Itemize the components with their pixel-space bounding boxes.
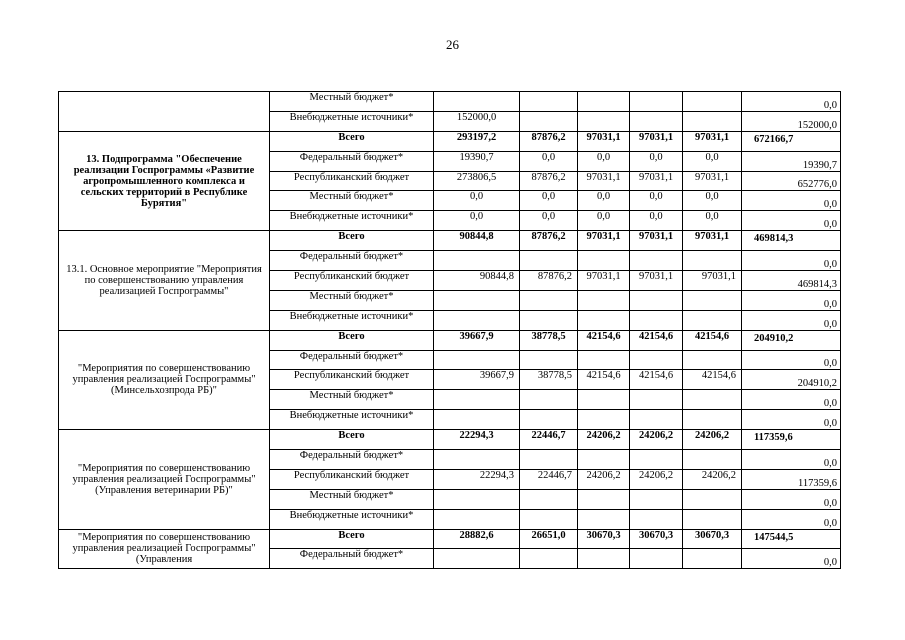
value-cell-year-2: [520, 310, 578, 330]
table-row: [59, 330, 841, 350]
funding-source-cell: Внебюджетные источники*: [270, 111, 434, 131]
value-cell-year-4: 30670,3: [630, 529, 683, 549]
funding-source-cell: Республиканский бюджет: [270, 370, 434, 390]
value-cell-year-3: 30670,3: [578, 529, 630, 549]
value-cell-year-2: [520, 509, 578, 529]
value-cell-year-2: [520, 450, 578, 470]
funding-source-cell: Местный бюджет*: [270, 390, 434, 410]
value-cell-year-1: [434, 310, 520, 330]
value-cell-year-1: 22294,3: [434, 469, 520, 489]
value-cell-year-2: [520, 251, 578, 271]
value-cell-year-4: 24206,2: [630, 430, 683, 450]
value-cell-year-2: [520, 549, 578, 569]
value-cell-year-1: [434, 450, 520, 470]
total-cell: 0,0: [742, 390, 841, 410]
value-cell-year-2: 0,0: [520, 191, 578, 211]
value-cell-year-3: 97031,1: [578, 171, 630, 191]
value-cell-year-4: 97031,1: [630, 171, 683, 191]
value-cell-year-5: [683, 549, 742, 569]
value-cell-year-3: [578, 111, 630, 131]
value-cell-year-5: [683, 92, 742, 112]
funding-source-cell: Республиканский бюджет: [270, 271, 434, 291]
value-cell-year-4: [630, 251, 683, 271]
value-cell-year-4: 24206,2: [630, 469, 683, 489]
value-cell-year-4: [630, 450, 683, 470]
total-cell: 0,0: [742, 450, 841, 470]
value-cell-year-3: 0,0: [578, 191, 630, 211]
value-cell-year-3: [578, 489, 630, 509]
total-cell: 147544,5: [742, 529, 841, 549]
value-cell-year-4: [630, 410, 683, 430]
value-cell-year-1: 273806,5: [434, 171, 520, 191]
value-cell-year-4: 42154,6: [630, 370, 683, 390]
value-cell-year-3: 97031,1: [578, 271, 630, 291]
value-cell-year-5: 97031,1: [683, 231, 742, 251]
funding-source-cell: Местный бюджет*: [270, 92, 434, 112]
value-cell-year-5: 97031,1: [683, 171, 742, 191]
value-cell-year-3: 0,0: [578, 211, 630, 231]
value-cell-year-2: [520, 410, 578, 430]
funding-source-cell: Внебюджетные источники*: [270, 310, 434, 330]
funding-source-cell: Всего: [270, 131, 434, 151]
value-cell-year-2: [520, 290, 578, 310]
value-cell-year-3: 97031,1: [578, 231, 630, 251]
value-cell-year-2: 38778,5: [520, 330, 578, 350]
value-cell-year-5: [683, 350, 742, 370]
funding-source-cell: Федеральный бюджет*: [270, 549, 434, 569]
value-cell-year-1: 28882,6: [434, 529, 520, 549]
value-cell-year-2: 38778,5: [520, 370, 578, 390]
value-cell-year-2: [520, 390, 578, 410]
value-cell-year-2: [520, 350, 578, 370]
total-cell: 469814,3: [742, 231, 841, 251]
value-cell-year-4: 0,0: [630, 211, 683, 231]
value-cell-year-4: [630, 290, 683, 310]
funding-source-cell: Республиканский бюджет: [270, 171, 434, 191]
total-cell: 204910,2: [742, 370, 841, 390]
value-cell-year-5: 0,0: [683, 191, 742, 211]
total-cell: 672166,7: [742, 131, 841, 151]
program-name-cell: 13.1. Основное мероприятие "Мероприятия по совершенствованию управления реализацией Госпрограммы": [59, 231, 270, 330]
funding-source-cell: Федеральный бюджет*: [270, 251, 434, 271]
value-cell-year-5: [683, 450, 742, 470]
value-cell-year-2: [520, 92, 578, 112]
value-cell-year-5: [683, 111, 742, 131]
value-cell-year-1: 0,0: [434, 211, 520, 231]
value-cell-year-1: [434, 92, 520, 112]
value-cell-year-1: [434, 489, 520, 509]
value-cell-year-1: 0,0: [434, 191, 520, 211]
value-cell-year-1: [434, 390, 520, 410]
value-cell-year-1: [434, 549, 520, 569]
funding-source-cell: Федеральный бюджет*: [270, 350, 434, 370]
value-cell-year-5: 0,0: [683, 211, 742, 231]
value-cell-year-5: [683, 310, 742, 330]
funding-source-cell: Всего: [270, 529, 434, 549]
value-cell-year-3: [578, 310, 630, 330]
value-cell-year-5: 24206,2: [683, 469, 742, 489]
value-cell-year-4: [630, 549, 683, 569]
value-cell-year-1: [434, 410, 520, 430]
value-cell-year-5: [683, 509, 742, 529]
total-cell: 0,0: [742, 251, 841, 271]
value-cell-year-2: 0,0: [520, 211, 578, 231]
value-cell-year-3: [578, 549, 630, 569]
value-cell-year-5: [683, 410, 742, 430]
value-cell-year-1: 19390,7: [434, 151, 520, 171]
value-cell-year-2: 87876,2: [520, 231, 578, 251]
value-cell-year-5: 42154,6: [683, 330, 742, 350]
value-cell-year-3: [578, 509, 630, 529]
total-cell: 652776,0: [742, 171, 841, 191]
value-cell-year-2: 22446,7: [520, 430, 578, 450]
value-cell-year-5: 97031,1: [683, 131, 742, 151]
budget-table: [58, 91, 841, 569]
value-cell-year-2: 22446,7: [520, 469, 578, 489]
value-cell-year-3: [578, 251, 630, 271]
value-cell-year-3: 42154,6: [578, 370, 630, 390]
value-cell-year-2: 87876,2: [520, 131, 578, 151]
value-cell-year-3: [578, 290, 630, 310]
funding-source-cell: Местный бюджет*: [270, 489, 434, 509]
value-cell-year-2: 0,0: [520, 151, 578, 171]
table-row: [59, 92, 841, 112]
value-cell-year-1: 39667,9: [434, 330, 520, 350]
value-cell-year-4: [630, 310, 683, 330]
total-cell: 0,0: [742, 350, 841, 370]
value-cell-year-1: 293197,2: [434, 131, 520, 151]
funding-source-cell: Всего: [270, 231, 434, 251]
funding-source-cell: Всего: [270, 430, 434, 450]
value-cell-year-1: 90844,8: [434, 231, 520, 251]
value-cell-year-1: 39667,9: [434, 370, 520, 390]
table-row: [59, 430, 841, 450]
value-cell-year-4: 0,0: [630, 191, 683, 211]
value-cell-year-1: [434, 290, 520, 310]
value-cell-year-5: [683, 251, 742, 271]
value-cell-year-1: 152000,0: [434, 111, 520, 131]
value-cell-year-4: [630, 390, 683, 410]
table-row: [59, 131, 841, 151]
funding-source-cell: Местный бюджет*: [270, 290, 434, 310]
value-cell-year-3: [578, 350, 630, 370]
value-cell-year-4: 42154,6: [630, 330, 683, 350]
total-cell: 0,0: [742, 211, 841, 231]
total-cell: 117359,6: [742, 469, 841, 489]
funding-source-cell: Федеральный бюджет*: [270, 151, 434, 171]
total-cell: 0,0: [742, 290, 841, 310]
funding-source-cell: Федеральный бюджет*: [270, 450, 434, 470]
value-cell-year-5: 42154,6: [683, 370, 742, 390]
value-cell-year-3: 24206,2: [578, 469, 630, 489]
funding-source-cell: Местный бюджет*: [270, 191, 434, 211]
program-name-cell: "Мероприятия по совершенствованию управления реализацией Госпрограммы" (Управления: [59, 529, 270, 569]
funding-source-cell: Республиканский бюджет: [270, 469, 434, 489]
total-cell: 469814,3: [742, 271, 841, 291]
total-cell: 0,0: [742, 509, 841, 529]
value-cell-year-3: [578, 450, 630, 470]
value-cell-year-5: [683, 390, 742, 410]
funding-source-cell: Всего: [270, 330, 434, 350]
value-cell-year-3: [578, 390, 630, 410]
value-cell-year-2: [520, 489, 578, 509]
value-cell-year-1: [434, 509, 520, 529]
total-cell: 0,0: [742, 191, 841, 211]
value-cell-year-3: 0,0: [578, 151, 630, 171]
value-cell-year-4: 0,0: [630, 151, 683, 171]
total-cell: 0,0: [742, 489, 841, 509]
funding-source-cell: Внебюджетные источники*: [270, 410, 434, 430]
value-cell-year-3: 42154,6: [578, 330, 630, 350]
total-cell: 19390,7: [742, 151, 841, 171]
value-cell-year-4: 97031,1: [630, 131, 683, 151]
total-cell: 117359,6: [742, 430, 841, 450]
total-cell: 0,0: [742, 549, 841, 569]
program-name-cell: 13. Подпрограмма "Обеспечение реализации Госпрограммы «Развитие агропромышленного комплекса и сельских территорий в Республике Бурятия": [59, 131, 270, 230]
value-cell-year-1: 90844,8: [434, 271, 520, 291]
value-cell-year-4: [630, 489, 683, 509]
total-cell: 0,0: [742, 92, 841, 112]
value-cell-year-2: 87876,2: [520, 171, 578, 191]
page-number: 26: [446, 37, 459, 52]
value-cell-year-4: [630, 111, 683, 131]
value-cell-year-4: [630, 509, 683, 529]
value-cell-year-4: 97031,1: [630, 271, 683, 291]
total-cell: 152000,0: [742, 111, 841, 131]
value-cell-year-5: 0,0: [683, 151, 742, 171]
value-cell-year-1: [434, 251, 520, 271]
total-cell: 0,0: [742, 310, 841, 330]
value-cell-year-1: 22294,3: [434, 430, 520, 450]
value-cell-year-3: [578, 410, 630, 430]
value-cell-year-5: [683, 489, 742, 509]
value-cell-year-5: 24206,2: [683, 430, 742, 450]
table-row: [59, 529, 841, 549]
table-row: [59, 231, 841, 251]
program-name-cell-empty: [59, 92, 270, 132]
value-cell-year-3: [578, 92, 630, 112]
value-cell-year-3: 24206,2: [578, 430, 630, 450]
value-cell-year-4: 97031,1: [630, 231, 683, 251]
value-cell-year-4: [630, 92, 683, 112]
value-cell-year-2: [520, 111, 578, 131]
value-cell-year-4: [630, 350, 683, 370]
program-name-cell: "Мероприятия по совершенствованию управления реализацией Госпрограммы" (Управления ветеринарии РБ)": [59, 430, 270, 529]
program-name-cell: "Мероприятия по совершенствованию управления реализацией Госпрограммы" (Минсельхозпрода РБ)": [59, 330, 270, 429]
value-cell-year-5: 97031,1: [683, 271, 742, 291]
value-cell-year-5: 30670,3: [683, 529, 742, 549]
value-cell-year-5: [683, 290, 742, 310]
value-cell-year-1: [434, 350, 520, 370]
funding-source-cell: Внебюджетные источники*: [270, 509, 434, 529]
value-cell-year-2: 87876,2: [520, 271, 578, 291]
value-cell-year-2: 26651,0: [520, 529, 578, 549]
total-cell: 0,0: [742, 410, 841, 430]
value-cell-year-3: 97031,1: [578, 131, 630, 151]
funding-source-cell: Внебюджетные источники*: [270, 211, 434, 231]
total-cell: 204910,2: [742, 330, 841, 350]
